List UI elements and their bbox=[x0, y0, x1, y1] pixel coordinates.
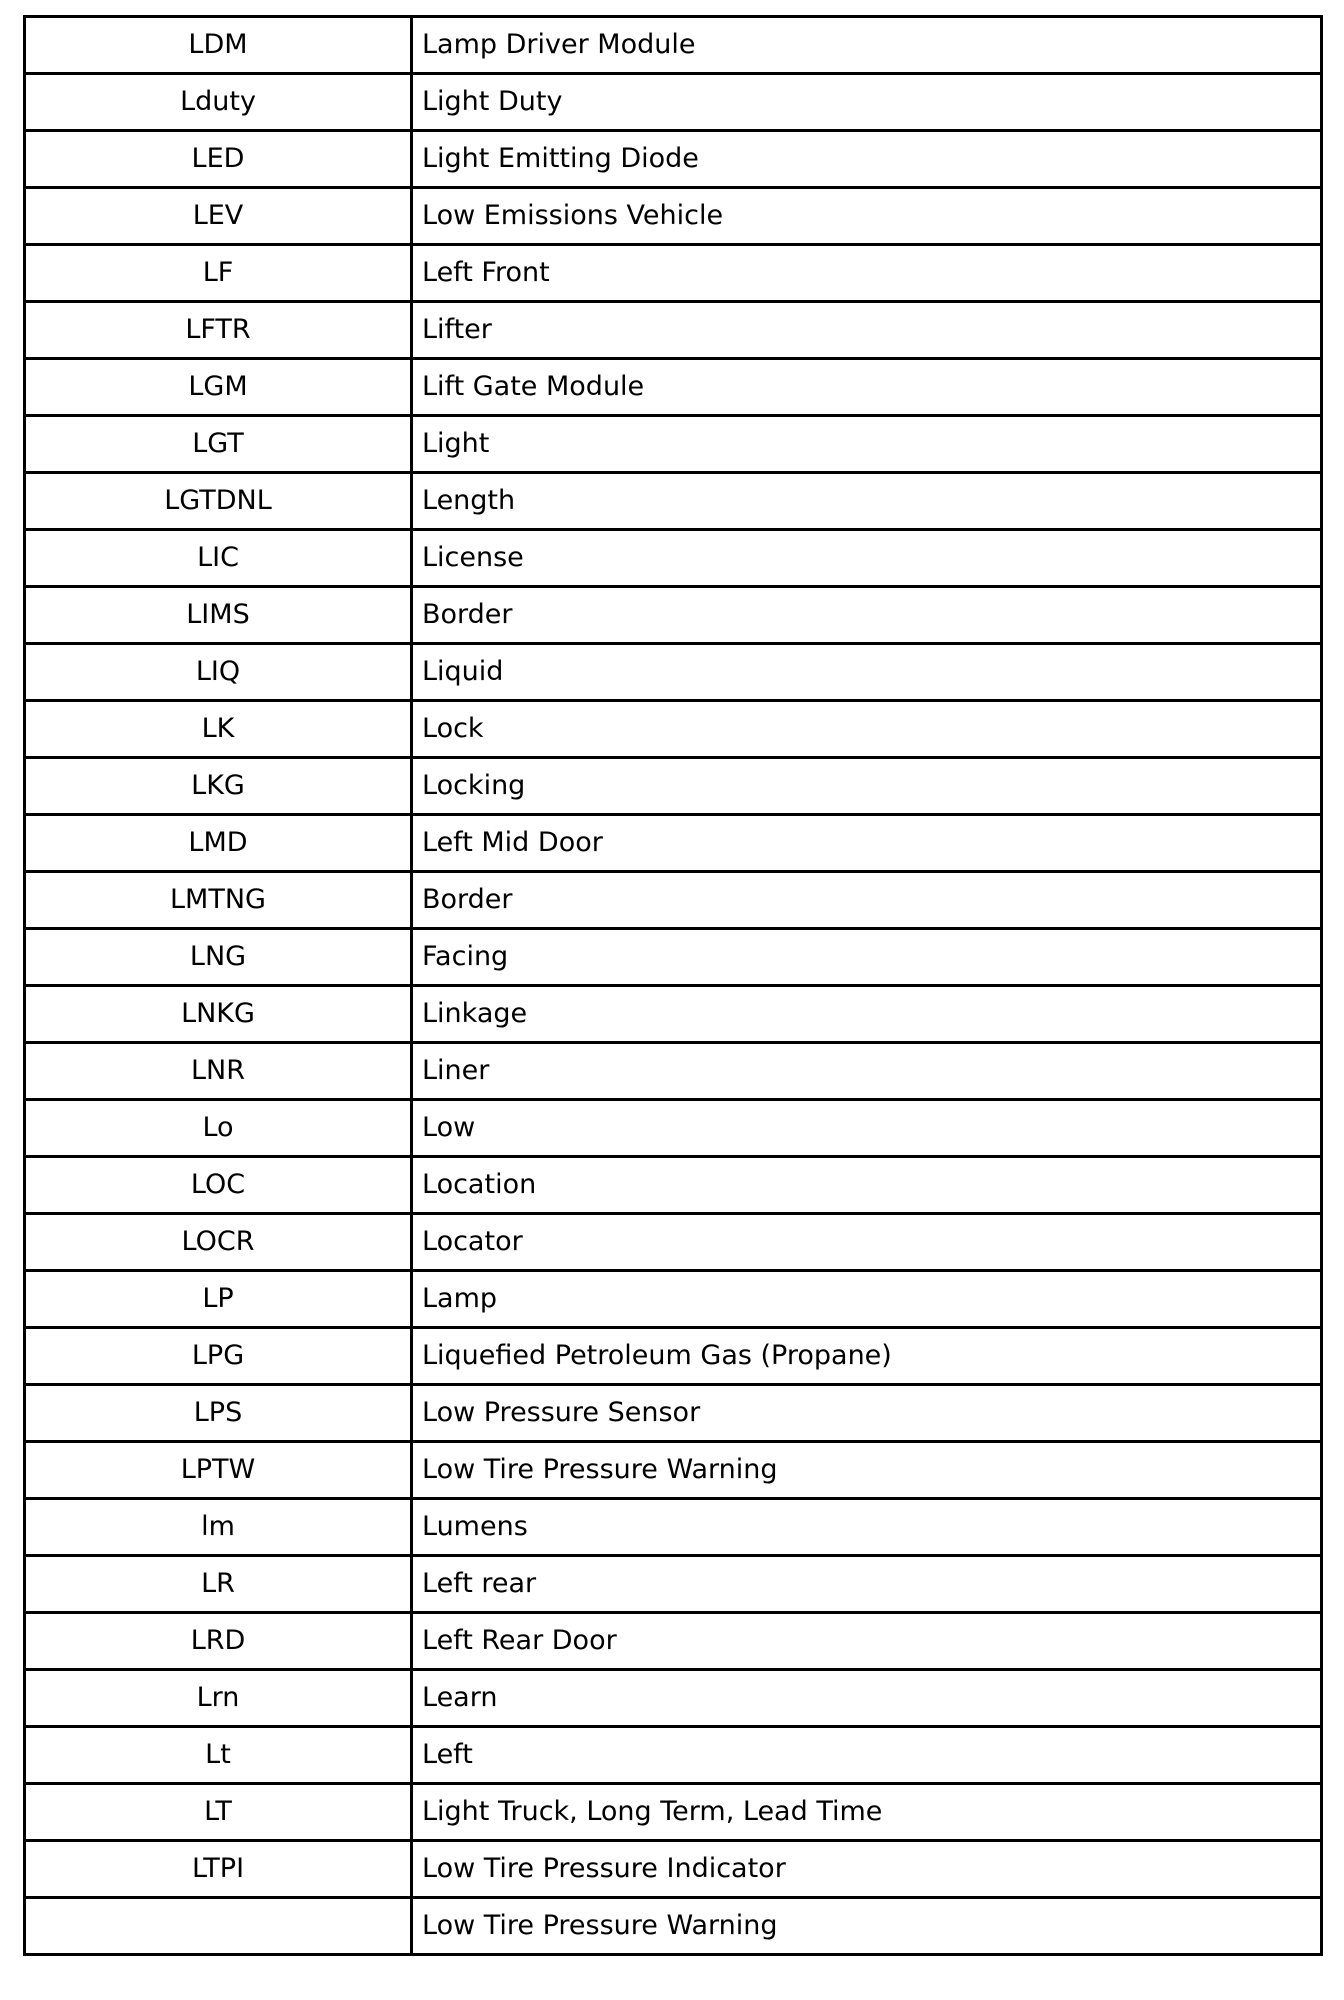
meaning-cell: Locking bbox=[412, 758, 1322, 815]
meaning-cell: Lamp Driver Module bbox=[412, 17, 1322, 74]
meaning-cell: Low bbox=[412, 1100, 1322, 1157]
meaning-cell: Low Emissions Vehicle bbox=[412, 188, 1322, 245]
abbreviations-table bbox=[23, 15, 1323, 1956]
table-row bbox=[25, 1271, 1322, 1328]
meaning-cell: Border bbox=[412, 872, 1322, 929]
meaning-cell: Liquid bbox=[412, 644, 1322, 701]
abbreviation-cell: LPTW bbox=[25, 1442, 412, 1499]
table-row bbox=[25, 359, 1322, 416]
table-row bbox=[25, 1442, 1322, 1499]
table-row bbox=[25, 701, 1322, 758]
meaning-cell: Light bbox=[412, 416, 1322, 473]
meaning-cell: License bbox=[412, 530, 1322, 587]
table-row bbox=[25, 416, 1322, 473]
abbreviations-table-body bbox=[25, 17, 1322, 1955]
table-row bbox=[25, 302, 1322, 359]
meaning-cell: Facing bbox=[412, 929, 1322, 986]
table-row bbox=[25, 872, 1322, 929]
meaning-cell: Left Front bbox=[412, 245, 1322, 302]
table-row bbox=[25, 188, 1322, 245]
abbreviation-cell: LK bbox=[25, 701, 412, 758]
abbreviation-cell: LMTNG bbox=[25, 872, 412, 929]
abbreviation-cell: LT bbox=[25, 1784, 412, 1841]
table-row bbox=[25, 131, 1322, 188]
abbreviation-cell: LIQ bbox=[25, 644, 412, 701]
abbreviation-cell: LR bbox=[25, 1556, 412, 1613]
table-row bbox=[25, 1670, 1322, 1727]
abbreviation-cell: LOCR bbox=[25, 1214, 412, 1271]
table-row bbox=[25, 1898, 1322, 1955]
meaning-cell: Low Tire Pressure Warning bbox=[412, 1442, 1322, 1499]
table-row bbox=[25, 530, 1322, 587]
abbreviation-cell: LKG bbox=[25, 758, 412, 815]
abbreviation-cell: LOC bbox=[25, 1157, 412, 1214]
table-row bbox=[25, 1157, 1322, 1214]
meaning-cell: Lifter bbox=[412, 302, 1322, 359]
abbreviation-cell: LNKG bbox=[25, 986, 412, 1043]
meaning-cell: Lift Gate Module bbox=[412, 359, 1322, 416]
abbreviation-cell: Lt bbox=[25, 1727, 412, 1784]
table-row bbox=[25, 473, 1322, 530]
abbreviation-cell: LTPI bbox=[25, 1841, 412, 1898]
abbreviation-cell: LPG bbox=[25, 1328, 412, 1385]
meaning-cell: Low Pressure Sensor bbox=[412, 1385, 1322, 1442]
table-row bbox=[25, 245, 1322, 302]
abbreviation-cell: LNR bbox=[25, 1043, 412, 1100]
table-row bbox=[25, 1784, 1322, 1841]
meaning-cell: Light Truck, Long Term, Lead Time bbox=[412, 1784, 1322, 1841]
meaning-cell: Lamp bbox=[412, 1271, 1322, 1328]
table-row bbox=[25, 986, 1322, 1043]
table-row bbox=[25, 1841, 1322, 1898]
abbreviation-cell: LP bbox=[25, 1271, 412, 1328]
abbreviation-cell: LF bbox=[25, 245, 412, 302]
table-row bbox=[25, 1499, 1322, 1556]
meaning-cell: Lumens bbox=[412, 1499, 1322, 1556]
abbreviation-cell: LMD bbox=[25, 815, 412, 872]
abbreviation-cell: LDM bbox=[25, 17, 412, 74]
abbreviation-cell: LIC bbox=[25, 530, 412, 587]
table-row bbox=[25, 1727, 1322, 1784]
meaning-cell: Border bbox=[412, 587, 1322, 644]
table-row bbox=[25, 17, 1322, 74]
abbreviation-cell: lm bbox=[25, 1499, 412, 1556]
abbreviation-cell: Lo bbox=[25, 1100, 412, 1157]
table-row bbox=[25, 1328, 1322, 1385]
table-row bbox=[25, 1100, 1322, 1157]
abbreviation-cell: Lduty bbox=[25, 74, 412, 131]
table-row bbox=[25, 644, 1322, 701]
meaning-cell: Left Mid Door bbox=[412, 815, 1322, 872]
meaning-cell: Locator bbox=[412, 1214, 1322, 1271]
abbreviation-cell: LIMS bbox=[25, 587, 412, 644]
table-row bbox=[25, 758, 1322, 815]
meaning-cell: Left bbox=[412, 1727, 1322, 1784]
meaning-cell: Liner bbox=[412, 1043, 1322, 1100]
meaning-cell: Light Duty bbox=[412, 74, 1322, 131]
meaning-cell: Light Emitting Diode bbox=[412, 131, 1322, 188]
table-row bbox=[25, 1556, 1322, 1613]
table-row bbox=[25, 929, 1322, 986]
abbreviation-cell: LEV bbox=[25, 188, 412, 245]
abbreviation-cell: Lrn bbox=[25, 1670, 412, 1727]
meaning-cell: Lock bbox=[412, 701, 1322, 758]
meaning-cell: Linkage bbox=[412, 986, 1322, 1043]
meaning-cell: Low Tire Pressure Warning bbox=[412, 1898, 1322, 1955]
table-row bbox=[25, 1214, 1322, 1271]
abbreviation-cell: LNG bbox=[25, 929, 412, 986]
table-row bbox=[25, 1385, 1322, 1442]
meaning-cell: Length bbox=[412, 473, 1322, 530]
abbreviation-cell: LFTR bbox=[25, 302, 412, 359]
meaning-cell: Location bbox=[412, 1157, 1322, 1214]
abbreviation-cell: LGM bbox=[25, 359, 412, 416]
meaning-cell: Left Rear Door bbox=[412, 1613, 1322, 1670]
meaning-cell: Left rear bbox=[412, 1556, 1322, 1613]
meaning-cell: Low Tire Pressure Indicator bbox=[412, 1841, 1322, 1898]
table-row bbox=[25, 1043, 1322, 1100]
abbreviation-cell: LRD bbox=[25, 1613, 412, 1670]
meaning-cell: Liquefied Petroleum Gas (Propane) bbox=[412, 1328, 1322, 1385]
abbreviation-cell: LED bbox=[25, 131, 412, 188]
meaning-cell: Learn bbox=[412, 1670, 1322, 1727]
table-row bbox=[25, 587, 1322, 644]
table-row bbox=[25, 74, 1322, 131]
table-row bbox=[25, 815, 1322, 872]
abbreviation-cell: LGTDNL bbox=[25, 473, 412, 530]
abbreviation-cell: LPS bbox=[25, 1385, 412, 1442]
abbreviation-cell: LGT bbox=[25, 416, 412, 473]
abbreviation-cell bbox=[25, 1898, 412, 1955]
table-row bbox=[25, 1613, 1322, 1670]
